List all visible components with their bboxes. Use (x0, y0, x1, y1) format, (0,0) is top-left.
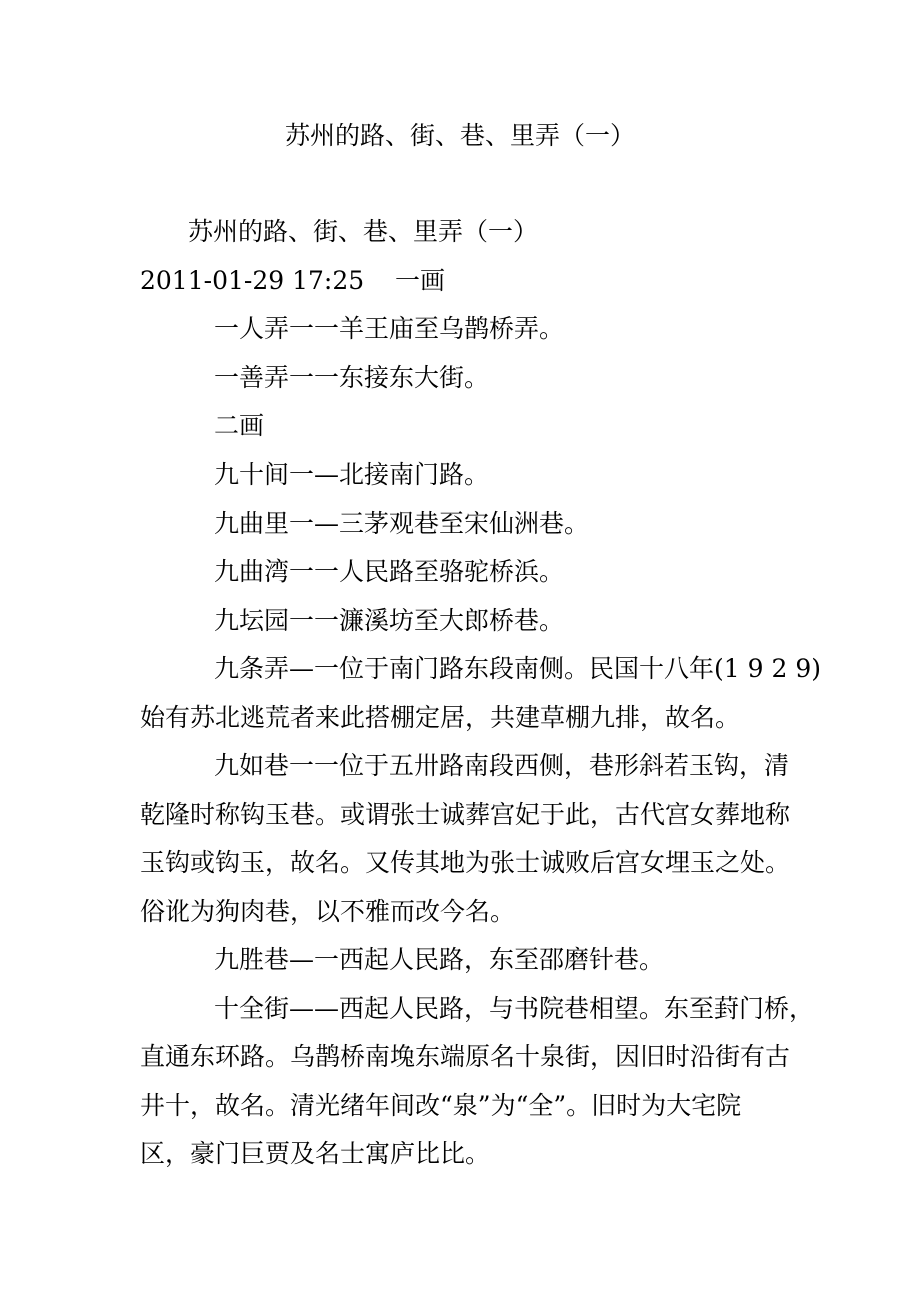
entry-line: 俗讹为狗肉巷，以不雅而改今名。 (140, 897, 516, 926)
entry-line: 区，豪门巨贾及名士寓庐比比。 (140, 1139, 491, 1168)
entry-line: 乾隆时称钩玉巷。或谓张士诚葬宫妃于此，古代宫女葬地称 (140, 800, 791, 829)
document-title: 苏州的路、街、巷、里弄（一） (284, 121, 635, 150)
entry-line: 九如巷一一位于五卅路南段西侧，巷形斜若玉钩，清 (214, 751, 790, 780)
document-subtitle: 苏州的路、街、巷、里弄（一） (188, 217, 539, 246)
section-heading: 一画 (395, 266, 446, 295)
entry-line: 九条弄—一位于南门路东段南侧。民国十八年(1 9 2 9) (214, 654, 821, 683)
entry-line: 井十，故名。清光绪年间改“泉”为“全”。旧时为大宅院 (140, 1091, 742, 1120)
entry-line: 十全街——西起人民路，与书院巷相望。东至葑门桥， (214, 994, 815, 1023)
entry-line: 九坛园一一濂溪坊至大郎桥巷。 (214, 606, 565, 635)
entry-line: 九十间一—北接南门路。 (214, 460, 490, 489)
section-heading: 二画 (214, 411, 265, 440)
entry-line: 一人弄一一羊王庙至乌鹊桥弄。 (214, 314, 565, 343)
entry-line: 始有苏北逃荒者来此搭棚定居，共建草棚九排，故名。 (140, 703, 741, 732)
entry-line: 九胜巷—一西起人民路，东至邵磨针巷。 (214, 945, 665, 974)
entry-line: 玉钩或钩玉，故名。又传其地为张士诚败后宫女埋玉之处。 (140, 848, 791, 877)
entry-line: 直通东环路。乌鹊桥南堍东端原名十泉街，因旧时沿街有古 (140, 1042, 791, 1071)
date-line (140, 263, 445, 299)
entry-line: 九曲湾一一人民路至骆驼桥浜。 (214, 557, 565, 586)
post-date: 2011-01-29 17:25 (140, 266, 365, 295)
entry-line: 一善弄一一东接东大街。 (214, 363, 490, 392)
entry-line: 九曲里一—三茅观巷至宋仙洲巷。 (214, 509, 590, 538)
